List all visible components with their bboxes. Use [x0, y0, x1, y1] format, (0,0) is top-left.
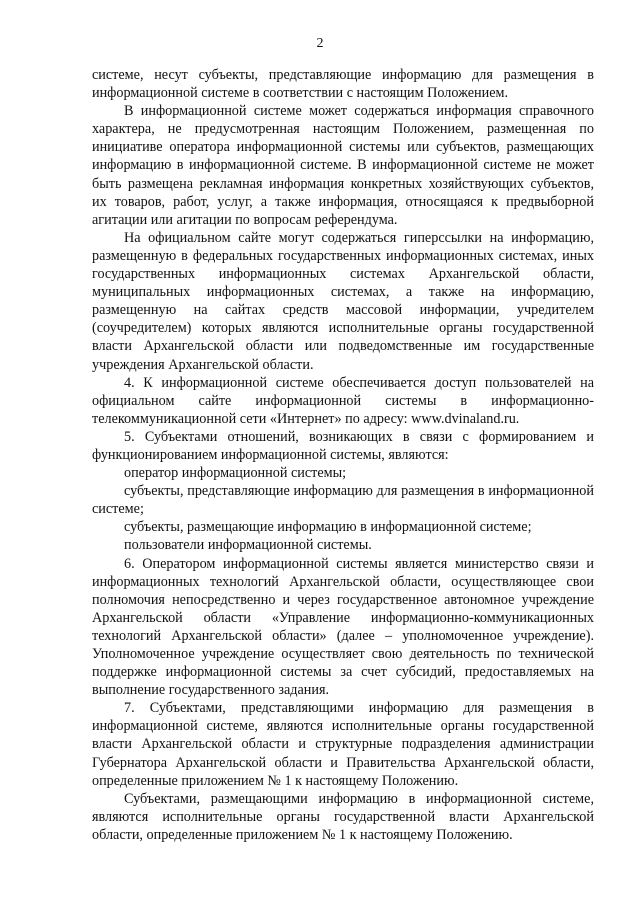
paragraph-reference-info: В информационной системе может содержаться информация справочного характера, не предусмотренная настоящим Положением, размещенная по инициативе оператора информационной системы или субъектов, размещающих информацию в информационной системе. В информационной системе не может быть размещена рекламная информация конкретных хозяйствующих субъектов, их товаров, работ, услуг, а также информация, относящаяся к предвыборной агитации или агитации по вопросам референдума.	[92, 103, 594, 228]
paragraph-item-5-subjects: 5. Субъектами отношений, возникающих в связи с формированием и функционированием информационной системы, являются:	[92, 428, 594, 463]
paragraph-hyperlinks: На официальном сайте могут содержаться гиперссылки на информацию, размещенную в федеральных государственных информационных системах, иных государственных информационных системах Архангельской области, муниципальных информационных системах, а также на информацию, размещенную на сайтах средств массовой информации, учредителем (соучредителем) которых являются исполнительные органы государственной власти Архангельской области или подведомственные им государственные учреждения Архангельской области.	[92, 229, 594, 373]
list-item-operator: оператор информационной системы;	[124, 465, 347, 482]
paragraph-item-4-access: 4. К информационной системе обеспечивается доступ пользователей на официальном сайте информационной системы в информационно-телекоммуникационной сети «Интернет» по адресу: www.dvinaland.ru.	[92, 374, 594, 427]
paragraph-publishers: Субъектами, размещающими информацию в информационной системе, являются исполнительные органы государственной власти Архангельской области, определенные приложением № 1 к настоящему Положению.	[92, 790, 594, 843]
paragraph-item-6-operator: 6. Оператором информационной системы является министерство связи и информационных технологий Архангельской области, осуществляющее свои полномочия непосредственно и через государственное автономное учреждение Архангельской области «Управление информационно-коммуникационных технологий Архангельской области» (далее – уполномоченное учреждение). Уполномоченное учреждение осуществляет свою деятельность по технической поддержке информационной системы за счет субсидий, предоставляемых на выполнение государственного задания.	[92, 555, 594, 699]
paragraph-continuation: системе, несут субъекты, представляющие информацию для размещения в информационной системе в соответствии с настоящим Положением.	[92, 67, 594, 102]
paragraph-item-7-providers: 7. Субъектами, представляющими информацию для размещения в информационной системе, являются исполнительные органы государственной власти Архангельской области и структурные подразделения администрации Губернатора Архангельской области и Правительства Архангельской области, определенные приложением № 1 к настоящему Положению.	[92, 700, 594, 789]
list-item-publishers: субъекты, размещающие информацию в информационной системе;	[124, 519, 532, 536]
page-number: 2	[316, 36, 324, 51]
list-item-providers: субъекты, представляющие информацию для размещения в информационной системе;	[92, 483, 594, 518]
list-item-users: пользователи информационной системы.	[124, 537, 372, 554]
document-body	[92, 66, 594, 844]
